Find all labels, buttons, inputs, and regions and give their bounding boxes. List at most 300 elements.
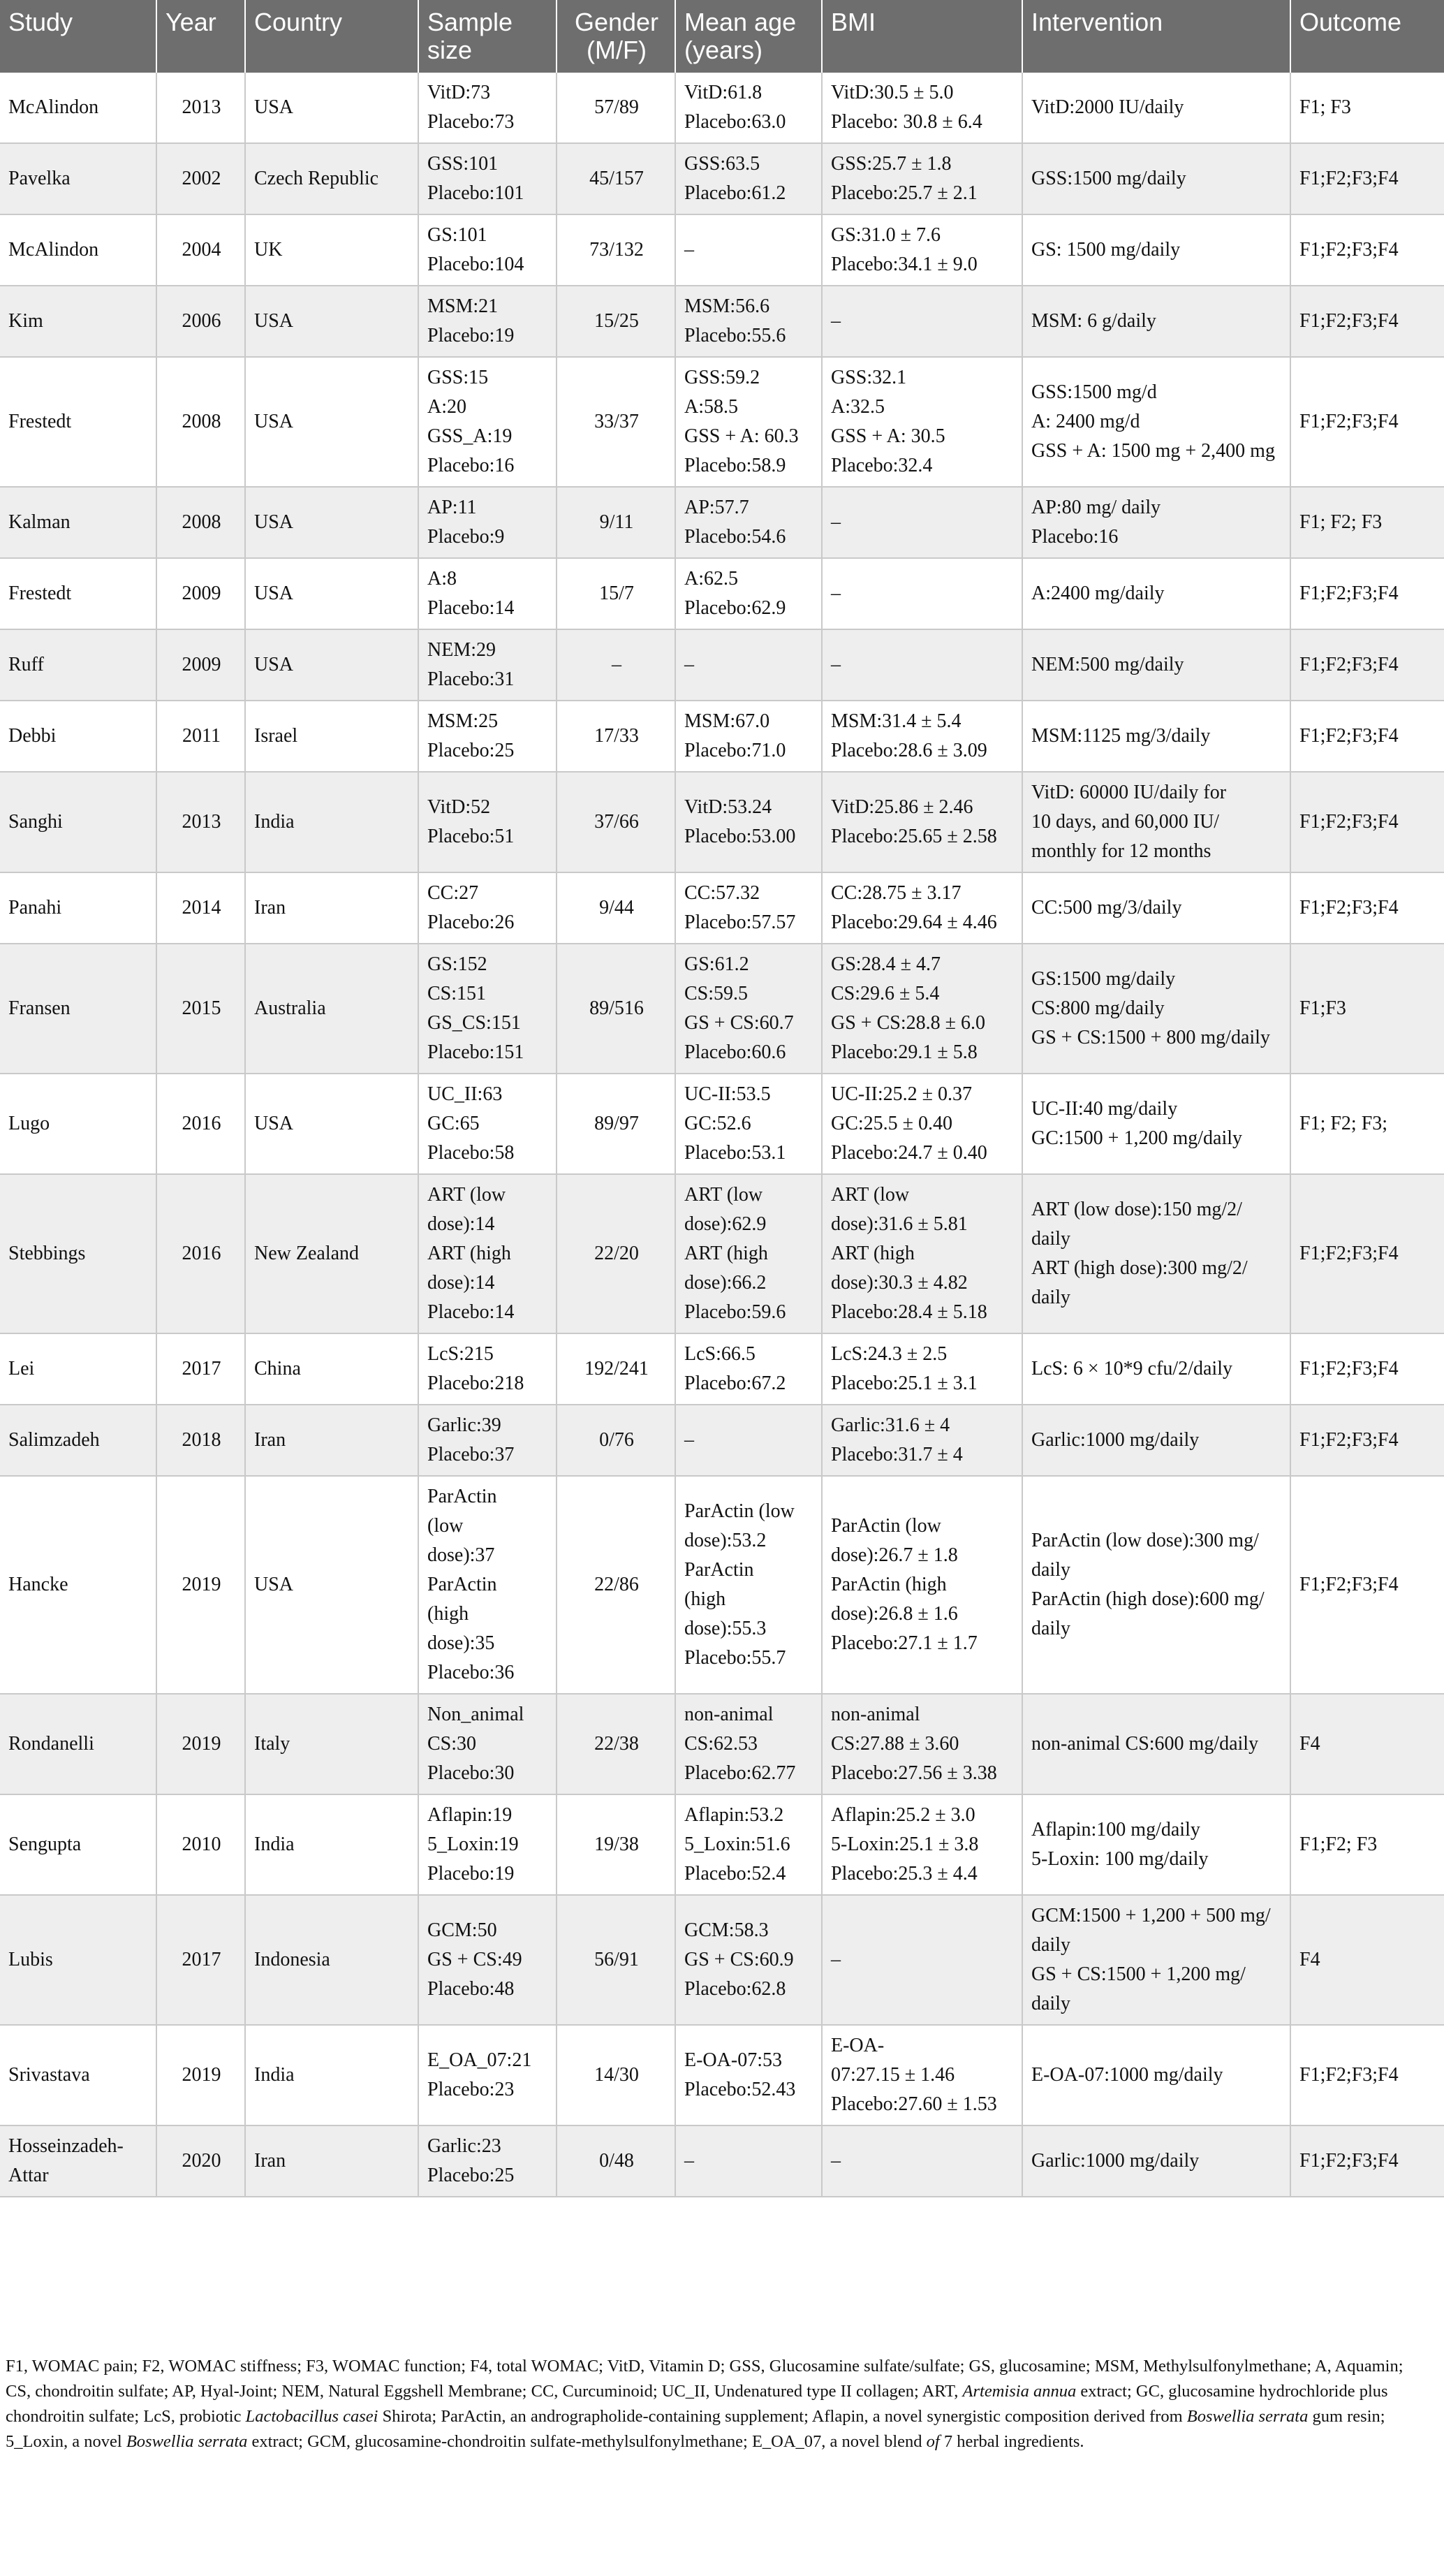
cell-mean-age <box>675 1405 822 1476</box>
cell-bmi <box>822 1694 1022 1794</box>
cell-year: 2017 <box>156 1333 245 1405</box>
cell-sample-size-line: VitD:73 <box>427 82 491 103</box>
cell-year: 2013 <box>156 772 245 872</box>
cell-intervention-line: daily <box>1031 1618 1070 1639</box>
cell-intervention <box>1022 214 1290 286</box>
cell-study <box>0 1174 156 1333</box>
cell-intervention-line: A:2400 mg/daily <box>1031 583 1165 604</box>
cell-mean-age <box>675 1476 822 1694</box>
cell-mean-age <box>675 143 822 214</box>
cell-study-line: Sengupta <box>8 1834 82 1855</box>
cell-bmi-line: Aflapin:25.2 ± 3.0 <box>831 1804 975 1826</box>
cell-intervention-line: daily <box>1031 1559 1070 1581</box>
cell-sample-size-line: Aflapin:19 <box>427 1804 513 1826</box>
cell-year: 2020 <box>156 2125 245 2197</box>
footnote-text-3: Shirota; ParActin, an andrographolide-containing supplement; Aflapin, a novel synergistic composition derived from <box>378 2407 1187 2426</box>
cell-outcome: F1;F2;F3;F4 <box>1290 1333 1444 1405</box>
footnote-text-4: gum resin; 5_Loxin, a novel <box>6 2407 1385 2451</box>
cell-intervention-line: non-animal CS:600 mg/daily <box>1031 1733 1259 1755</box>
table-row <box>0 944 1444 1074</box>
cell-study-line: Ruff <box>8 654 44 675</box>
cell-mean-age-line: Placebo:62.8 <box>684 1978 786 2000</box>
cell-intervention-line: ParActin (high dose):600 mg/ <box>1031 1588 1265 1610</box>
cell-sample-size-line: ParActin <box>427 1486 497 1507</box>
cell-sample-size-line: A:20 <box>427 396 466 418</box>
cell-mean-age-line: GSS + A: 60.3 <box>684 425 799 447</box>
cell-mean-age-line: MSM:56.6 <box>684 295 770 317</box>
cell-sample-size-line: UC_II:63 <box>427 1083 503 1105</box>
cell-intervention-line: Garlic:1000 mg/daily <box>1031 2150 1200 2172</box>
cell-country: India <box>245 2025 418 2125</box>
cell-study-line: Fransen <box>8 997 71 1019</box>
cell-intervention-line: ART (high dose):300 mg/2/ <box>1031 1257 1248 1279</box>
cell-study <box>0 1333 156 1405</box>
cell-mean-age-line: ParActin <box>684 1559 754 1581</box>
cell-bmi-line: CS:27.88 ± 3.60 <box>831 1733 959 1755</box>
cell-sample-size <box>418 1174 557 1333</box>
cell-study-line: Debbi <box>8 725 57 747</box>
cell-sample-size-line: Placebo:51 <box>427 826 515 847</box>
cell-mean-age <box>675 1794 822 1895</box>
cell-study <box>0 701 156 772</box>
footnote-italic-2: Lactobacillus casei <box>245 2407 378 2426</box>
cell-sample-size <box>418 1074 557 1174</box>
cell-intervention <box>1022 1333 1290 1405</box>
cell-country: USA <box>245 1476 418 1694</box>
cell-intervention-line: monthly for 12 months <box>1031 840 1211 862</box>
cell-sample-size-line: Placebo:101 <box>427 182 524 204</box>
header-outcome: Outcome <box>1290 0 1444 73</box>
table-row <box>0 872 1444 944</box>
cell-sample-size-line: Placebo:58 <box>427 1142 515 1164</box>
cell-mean-age-line: E-OA-07:53 <box>684 2049 782 2071</box>
cell-sample-size-line: Placebo:218 <box>427 1373 524 1394</box>
cell-gender: 89/97 <box>557 1074 675 1174</box>
cell-intervention <box>1022 357 1290 487</box>
cell-bmi-line: – <box>831 583 841 604</box>
header-study: Study <box>0 0 156 73</box>
table-row <box>0 1333 1444 1405</box>
cell-outcome: F4 <box>1290 1895 1444 2025</box>
cell-intervention-line: GS + CS:1500 + 1,200 mg/ <box>1031 1963 1246 1985</box>
cell-bmi-line: GC:25.5 ± 0.40 <box>831 1113 953 1134</box>
cell-sample-size-line: VitD:52 <box>427 796 491 818</box>
cell-sample-size-line: NEM:29 <box>427 639 496 661</box>
cell-outcome: F1;F2;F3;F4 <box>1290 2025 1444 2125</box>
cell-sample-size-line: CC:27 <box>427 882 479 904</box>
cell-year: 2010 <box>156 1794 245 1895</box>
cell-bmi-line: – <box>831 310 841 332</box>
cell-intervention-line: Aflapin:100 mg/daily <box>1031 1819 1200 1840</box>
cell-sample-size-line: Garlic:39 <box>427 1414 501 1436</box>
cell-bmi-line: CC:28.75 ± 3.17 <box>831 882 962 904</box>
cell-bmi-line: VitD:25.86 ± 2.46 <box>831 796 973 818</box>
cell-country: Iran <box>245 872 418 944</box>
table-row <box>0 772 1444 872</box>
footnote-text-5: extract; GCM, glucosamine-chondroitin sulfate-methylsulfonylmethane; E_OA_07, a novel blend <box>247 2432 927 2451</box>
cell-study <box>0 357 156 487</box>
cell-intervention-line: daily <box>1031 1993 1070 2014</box>
cell-year: 2019 <box>156 2025 245 2125</box>
cell-study-line: Stebbings <box>8 1243 86 1264</box>
cell-mean-age <box>675 487 822 558</box>
cell-sample-size-line: E_OA_07:21 <box>427 2049 532 2071</box>
cell-mean-age-line: ART (high <box>684 1243 768 1264</box>
cell-mean-age-line: (high <box>684 1588 726 1610</box>
cell-study <box>0 214 156 286</box>
cell-mean-age-line: Placebo:71.0 <box>684 740 786 761</box>
table-row <box>0 1174 1444 1333</box>
cell-mean-age-line: ParActin (low <box>684 1500 795 1522</box>
cell-country: USA <box>245 1074 418 1174</box>
cell-bmi-line: Placebo:25.7 ± 2.1 <box>831 182 978 204</box>
cell-country: Italy <box>245 1694 418 1794</box>
cell-sample-size-line: ParActin <box>427 1574 497 1595</box>
cell-outcome: F1; F3 <box>1290 73 1444 143</box>
cell-intervention-line: 10 days, and 60,000 IU/ <box>1031 811 1220 833</box>
cell-sample-size <box>418 1895 557 2025</box>
cell-intervention-line: LcS: 6 × 10*9 cfu/2/daily <box>1031 1358 1232 1380</box>
cell-outcome: F1;F2;F3;F4 <box>1290 772 1444 872</box>
cell-gender: 9/44 <box>557 872 675 944</box>
cell-mean-age-line: LcS:66.5 <box>684 1343 756 1365</box>
cell-study <box>0 872 156 944</box>
cell-mean-age-line: GSS:59.2 <box>684 367 760 388</box>
cell-bmi <box>822 558 1022 629</box>
cell-mean-age-line: dose):55.3 <box>684 1618 767 1639</box>
cell-country: USA <box>245 487 418 558</box>
cell-bmi-line: GS + CS:28.8 ± 6.0 <box>831 1012 985 1034</box>
cell-mean-age-line: dose):62.9 <box>684 1213 767 1235</box>
footnote-italic-1: Artemisia annua <box>962 2382 1077 2401</box>
cell-bmi-line: Placebo:28.4 ± 5.18 <box>831 1301 987 1323</box>
cell-study-line: Srivastava <box>8 2064 90 2086</box>
cell-year: 2009 <box>156 558 245 629</box>
cell-country: USA <box>245 357 418 487</box>
cell-mean-age-line: GC:52.6 <box>684 1113 751 1134</box>
cell-bmi <box>822 701 1022 772</box>
cell-gender: 15/7 <box>557 558 675 629</box>
cell-mean-age <box>675 1174 822 1333</box>
cell-country: Australia <box>245 944 418 1074</box>
cell-year: 2014 <box>156 872 245 944</box>
cell-mean-age <box>675 2025 822 2125</box>
cell-mean-age-line: Placebo:59.6 <box>684 1301 786 1323</box>
cell-intervention-line: GSS:1500 mg/daily <box>1031 168 1186 189</box>
cell-gender: 15/25 <box>557 286 675 357</box>
cell-mean-age <box>675 214 822 286</box>
table-row <box>0 214 1444 286</box>
table-row <box>0 1895 1444 2025</box>
cell-sample-size <box>418 214 557 286</box>
cell-country: Indonesia <box>245 1895 418 2025</box>
cell-bmi-line: 5-Loxin:25.1 ± 3.8 <box>831 1834 979 1855</box>
table-row <box>0 629 1444 701</box>
cell-intervention <box>1022 772 1290 872</box>
cell-sample-size-line: Placebo:37 <box>427 1444 515 1465</box>
header-bmi: BMI <box>822 0 1022 73</box>
cell-country: Israel <box>245 701 418 772</box>
cell-sample-size-line: MSM:21 <box>427 295 499 317</box>
cell-country: USA <box>245 629 418 701</box>
cell-bmi-line: GSS:25.7 ± 1.8 <box>831 153 952 175</box>
table-footnote <box>0 2354 1431 2454</box>
cell-intervention <box>1022 558 1290 629</box>
cell-study <box>0 1694 156 1794</box>
cell-intervention <box>1022 1074 1290 1174</box>
cell-mean-age-line: Placebo:62.9 <box>684 597 786 619</box>
cell-sample-size-line: ART (high <box>427 1243 511 1264</box>
cell-sample-size-line: GS:152 <box>427 953 487 975</box>
cell-sample-size <box>418 143 557 214</box>
cell-mean-age <box>675 286 822 357</box>
cell-bmi <box>822 2125 1022 2197</box>
cell-mean-age-line: ART (low <box>684 1184 763 1206</box>
cell-study <box>0 1895 156 2025</box>
cell-gender: 89/516 <box>557 944 675 1074</box>
cell-mean-age-line: CC:57.32 <box>684 882 760 904</box>
cell-mean-age-line: MSM:67.0 <box>684 710 770 732</box>
cell-bmi <box>822 772 1022 872</box>
cell-mean-age <box>675 2125 822 2197</box>
cell-sample-size <box>418 872 557 944</box>
cell-mean-age <box>675 1694 822 1794</box>
cell-outcome: F1;F2;F3;F4 <box>1290 701 1444 772</box>
cell-gender: 56/91 <box>557 1895 675 2025</box>
cell-sample-size <box>418 1405 557 1476</box>
cell-intervention-line: CS:800 mg/daily <box>1031 997 1165 1019</box>
cell-mean-age-line: Placebo:52.43 <box>684 2079 796 2100</box>
cell-study <box>0 487 156 558</box>
cell-bmi <box>822 286 1022 357</box>
cell-country: Iran <box>245 2125 418 2197</box>
cell-mean-age-line: Placebo:55.6 <box>684 325 786 346</box>
cell-intervention-line: MSM:1125 mg/3/daily <box>1031 725 1211 747</box>
cell-intervention-line: MSM: 6 g/daily <box>1031 310 1156 332</box>
cell-bmi-line: ParActin (high <box>831 1574 947 1595</box>
cell-bmi <box>822 1333 1022 1405</box>
cell-intervention-line: Garlic:1000 mg/daily <box>1031 1429 1200 1451</box>
cell-country: USA <box>245 558 418 629</box>
cell-study-line: Frestedt <box>8 411 72 432</box>
footnote-text-6: 7 herbal ingredients. <box>939 2432 1084 2451</box>
cell-bmi <box>822 872 1022 944</box>
cell-sample-size-line: CS:151 <box>427 983 487 1004</box>
table-row <box>0 73 1444 143</box>
cell-country: USA <box>245 73 418 143</box>
cell-sample-size-line: Placebo:36 <box>427 1662 515 1683</box>
cell-study-line: Attar <box>8 2165 49 2186</box>
cell-bmi <box>822 214 1022 286</box>
cell-sample-size-line: Placebo:104 <box>427 254 524 275</box>
cell-study <box>0 143 156 214</box>
cell-mean-age-line: Placebo:63.0 <box>684 111 786 133</box>
cell-gender: 22/86 <box>557 1476 675 1694</box>
cell-mean-age-line: dose):66.2 <box>684 1272 767 1294</box>
cell-intervention-line: daily <box>1031 1228 1070 1250</box>
header-mean-age: Mean age (years) <box>675 0 822 73</box>
cell-mean-age <box>675 1895 822 2025</box>
cell-bmi-line: – <box>831 2150 841 2172</box>
cell-sample-size <box>418 1694 557 1794</box>
cell-bmi <box>822 1405 1022 1476</box>
cell-gender: 57/89 <box>557 73 675 143</box>
cell-gender: 22/38 <box>557 1694 675 1794</box>
cell-intervention <box>1022 629 1290 701</box>
cell-year: 2004 <box>156 214 245 286</box>
cell-country: India <box>245 772 418 872</box>
cell-bmi-line: Placebo: 30.8 ± 6.4 <box>831 111 982 133</box>
cell-intervention <box>1022 1794 1290 1895</box>
cell-mean-age-line: GS:61.2 <box>684 953 749 975</box>
cell-mean-age-line: Placebo:60.6 <box>684 1041 786 1063</box>
cell-gender: 17/33 <box>557 701 675 772</box>
table-row <box>0 1405 1444 1476</box>
cell-bmi-line: – <box>831 511 841 533</box>
cell-sample-size-line: GSS:15 <box>427 367 489 388</box>
cell-sample-size <box>418 73 557 143</box>
cell-study <box>0 772 156 872</box>
cell-sample-size-line: dose):35 <box>427 1632 495 1654</box>
cell-sample-size <box>418 701 557 772</box>
table-row <box>0 286 1444 357</box>
cell-sample-size-line: A:8 <box>427 568 457 590</box>
cell-mean-age-line: 5_Loxin:51.6 <box>684 1834 790 1855</box>
cell-sample-size-line: ART (low <box>427 1184 506 1206</box>
cell-study <box>0 944 156 1074</box>
cell-mean-age-line: UC-II:53.5 <box>684 1083 771 1105</box>
cell-bmi-line: dose):31.6 ± 5.81 <box>831 1213 968 1235</box>
cell-sample-size <box>418 357 557 487</box>
table-row <box>0 357 1444 487</box>
cell-sample-size-line: (high <box>427 1603 469 1625</box>
cell-gender: 19/38 <box>557 1794 675 1895</box>
cell-intervention-line: daily <box>1031 1934 1070 1956</box>
cell-gender: 9/11 <box>557 487 675 558</box>
cell-bmi-line: Placebo:24.7 ± 0.40 <box>831 1142 987 1164</box>
cell-mean-age-line: non-animal <box>684 1704 774 1725</box>
header-year: Year <box>156 0 245 73</box>
cell-mean-age-line: Placebo:67.2 <box>684 1373 786 1394</box>
cell-bmi-line: GS:28.4 ± 4.7 <box>831 953 941 975</box>
table-row <box>0 1694 1444 1794</box>
cell-intervention-line: NEM:500 mg/daily <box>1031 654 1184 675</box>
cell-outcome: F1; F2; F3; <box>1290 1074 1444 1174</box>
cell-mean-age-line: Placebo:57.57 <box>684 912 796 933</box>
cell-gender: 22/20 <box>557 1174 675 1333</box>
cell-study-line: Rondanelli <box>8 1733 94 1755</box>
cell-mean-age-line: Placebo:58.9 <box>684 455 786 476</box>
header-gender: Gender (M/F) <box>557 0 675 73</box>
cell-bmi <box>822 1895 1022 2025</box>
cell-bmi-line: GSS:32.1 <box>831 367 907 388</box>
cell-sample-size-line: dose):14 <box>427 1272 495 1294</box>
cell-sample-size-line: Placebo:19 <box>427 325 515 346</box>
cell-bmi-line: A:32.5 <box>831 396 885 418</box>
cell-mean-age-line: Placebo:52.4 <box>684 1863 786 1885</box>
cell-mean-age-line: – <box>684 1429 694 1451</box>
cell-study-line: Lubis <box>8 1949 53 1970</box>
cell-intervention <box>1022 872 1290 944</box>
cell-outcome: F1;F2;F3;F4 <box>1290 143 1444 214</box>
table-row <box>0 1476 1444 1694</box>
cell-mean-age-line: Placebo:61.2 <box>684 182 786 204</box>
cell-study <box>0 1074 156 1174</box>
cell-sample-size-line: AP:11 <box>427 497 477 518</box>
cell-bmi-line: Garlic:31.6 ± 4 <box>831 1414 950 1436</box>
cell-gender: 0/76 <box>557 1405 675 1476</box>
cell-sample-size <box>418 1476 557 1694</box>
cell-sample-size-line: Placebo:9 <box>427 526 505 548</box>
cell-sample-size-line: GCM:50 <box>427 1919 497 1941</box>
header-intervention: Intervention <box>1022 0 1290 73</box>
cell-mean-age <box>675 1074 822 1174</box>
cell-bmi-line: ParActin (low <box>831 1515 941 1537</box>
cell-intervention <box>1022 1694 1290 1794</box>
cell-intervention-line: daily <box>1031 1287 1070 1308</box>
cell-study <box>0 286 156 357</box>
cell-bmi <box>822 357 1022 487</box>
cell-year: 2019 <box>156 1694 245 1794</box>
cell-study <box>0 558 156 629</box>
cell-mean-age-line: Aflapin:53.2 <box>684 1804 784 1826</box>
cell-mean-age <box>675 73 822 143</box>
cell-intervention-line: GCM:1500 + 1,200 + 500 mg/ <box>1031 1905 1271 1926</box>
cell-bmi-line: GSS + A: 30.5 <box>831 425 945 447</box>
cell-mean-age-line: GS + CS:60.9 <box>684 1949 794 1970</box>
cell-study <box>0 1405 156 1476</box>
cell-outcome: F1; F2; F3 <box>1290 487 1444 558</box>
cell-sample-size-line: MSM:25 <box>427 710 499 732</box>
cell-mean-age <box>675 772 822 872</box>
cell-mean-age-line: – <box>684 239 694 261</box>
cell-bmi-line: dose):26.8 ± 1.6 <box>831 1603 958 1625</box>
cell-study <box>0 2125 156 2197</box>
cell-sample-size-line: Placebo:25 <box>427 2165 515 2186</box>
cell-sample-size-line: Placebo:16 <box>427 455 515 476</box>
cell-bmi-line: VitD:30.5 ± 5.0 <box>831 82 954 103</box>
cell-study-line: Kalman <box>8 511 71 533</box>
cell-outcome: F1;F2;F3;F4 <box>1290 357 1444 487</box>
footnote-italic-3: Boswellia serrata <box>1186 2407 1309 2426</box>
cell-year: 2006 <box>156 286 245 357</box>
cell-outcome: F1;F2;F3;F4 <box>1290 286 1444 357</box>
cell-sample-size-line: (low <box>427 1515 464 1537</box>
cell-mean-age-line: – <box>684 654 694 675</box>
cell-mean-age-line: Placebo:53.00 <box>684 826 796 847</box>
cell-intervention <box>1022 286 1290 357</box>
cell-intervention-line: UC-II:40 mg/daily <box>1031 1098 1178 1120</box>
cell-sample-size-line: Placebo:151 <box>427 1041 524 1063</box>
cell-bmi <box>822 1174 1022 1333</box>
cell-year: 2009 <box>156 629 245 701</box>
cell-outcome: F1;F2;F3;F4 <box>1290 1174 1444 1333</box>
cell-bmi-line: Placebo:27.60 ± 1.53 <box>831 2093 997 2115</box>
table-row <box>0 2025 1444 2125</box>
table-row <box>0 1794 1444 1895</box>
cell-bmi-line: LcS:24.3 ± 2.5 <box>831 1343 948 1365</box>
cell-sample-size-line: dose):14 <box>427 1213 495 1235</box>
cell-gender: 45/157 <box>557 143 675 214</box>
cell-intervention-line: Placebo:16 <box>1031 526 1119 548</box>
cell-sample-size <box>418 487 557 558</box>
cell-study-line: McAlindon <box>8 239 99 261</box>
cell-bmi-line: GS:31.0 ± 7.6 <box>831 224 941 246</box>
cell-mean-age-line: dose):53.2 <box>684 1530 767 1551</box>
cell-bmi <box>822 944 1022 1074</box>
cell-gender: 14/30 <box>557 2025 675 2125</box>
cell-outcome: F4 <box>1290 1694 1444 1794</box>
